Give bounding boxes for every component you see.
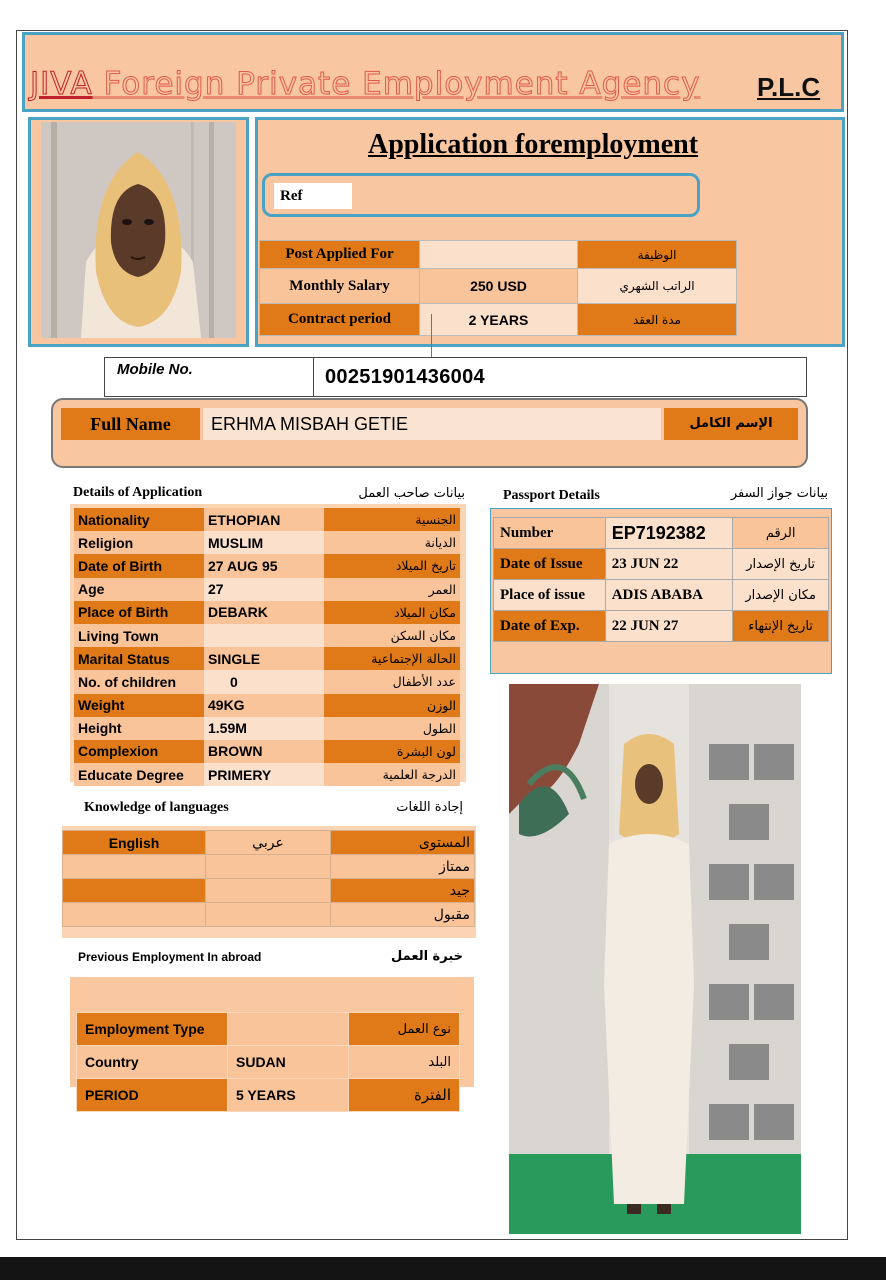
detail-value: 27 AUG 95 [204,554,324,577]
lang-english-header: English [63,831,206,855]
lang-cell [206,855,331,879]
passport-number-value: EP7192382 [605,518,733,549]
detail-value: 0 [204,670,324,693]
detail-label: Complexion [74,740,204,763]
previous-table [76,1012,460,1112]
table-row [74,624,460,647]
details-title: Details of Application [73,485,203,500]
detail-label: Living Town [74,624,204,647]
detail-label: Place of Birth [74,601,204,624]
detail-arabic: الديانة [324,531,460,554]
lang-cell [206,879,331,903]
table-row [77,1079,460,1112]
period-arabic: الفترة [349,1079,460,1112]
table-row [74,740,460,763]
post-arabic: الوظيفة [578,241,737,269]
period-label: PERIOD [77,1079,228,1112]
languages-table [62,830,475,927]
lang-cell [63,855,206,879]
detail-label: Age [74,578,204,601]
post-value [420,241,578,269]
salary-value: 250 USD [420,269,578,304]
detail-arabic: العمر [324,578,460,601]
issue-place-arabic: مكان الإصدار [733,580,829,611]
contract-value: 2 YEARS [420,304,578,336]
detail-label: Weight [74,694,204,717]
table-row [74,554,460,577]
passport-title-arabic: بيانات جواز السفر [730,486,828,501]
country-value: SUDAN [228,1046,349,1079]
detail-label: Date of Birth [74,554,204,577]
detail-label: No. of children [74,670,204,693]
table-row [74,694,460,717]
table-row [74,531,460,554]
period-value: 5 YEARS [228,1079,349,1112]
lang-cell [63,903,206,927]
issue-date-value: 23 JUN 22 [605,549,733,580]
table-row [260,304,737,336]
issue-date-arabic: تاريخ الإصدار [733,549,829,580]
lang-level-excellent: ممتاز [331,855,475,879]
table-row [74,578,460,601]
detail-value: SINGLE [204,647,324,670]
detail-arabic: الحالة الإجتماعية [324,647,460,670]
detail-arabic: لون البشرة [324,740,460,763]
table-row [63,855,475,879]
detail-arabic: الطول [324,717,460,740]
ref-label: Ref [274,183,352,209]
detail-arabic: الجنسية [324,508,460,531]
country-label: Country [77,1046,228,1079]
salary-label: Monthly Salary [260,269,420,304]
mobile-divider [313,357,314,397]
full-name-arabic: الإسم الكامل [664,408,798,440]
connector-line [431,314,432,358]
expiry-date-arabic: تاريخ الإنتهاء [733,611,829,642]
salary-arabic: الراتب الشهري [578,269,737,304]
passport-number-arabic: الرقم [733,518,829,549]
table-row [77,1046,460,1079]
issue-place-label: Place of issue [494,580,606,611]
detail-value: MUSLIM [204,531,324,554]
lang-level-good: جيد [331,879,475,903]
full-name-value: ERHMA MISBAH GETIE [203,408,661,440]
detail-label: Height [74,717,204,740]
table-row [494,580,829,611]
agency-name: JIVA Foreign Private Employment Agency [30,66,701,102]
table-row [63,831,475,855]
lang-arabic-header: عربي [206,831,331,855]
issue-place-value: ADIS ABABA [605,580,733,611]
table-row [74,647,460,670]
table-row [260,269,737,304]
detail-arabic: مكان السكن [324,624,460,647]
detail-value: PRIMERY [204,763,324,786]
detail-arabic: مكان الميلاد [324,601,460,624]
lang-level-acceptable: مقبول [331,903,475,927]
detail-arabic: عدد الأطفال [324,670,460,693]
expiry-date-label: Date of Exp. [494,611,606,642]
detail-value: 27 [204,578,324,601]
lang-cell [63,879,206,903]
detail-arabic: تاريخ الميلاد [324,554,460,577]
agency-plc: P.L.C [757,72,821,102]
detail-value: 49KG [204,694,324,717]
previous-title: Previous Employment In abroad [78,950,262,964]
table-row [74,717,460,740]
detail-label: Educate Degree [74,763,204,786]
table-row [74,670,460,693]
employment-type-value [228,1013,349,1046]
table-row [63,903,475,927]
passport-number-label: Number [494,518,606,549]
passport-title: Passport Details [503,488,600,503]
languages-title: Knowledge of languages [84,800,229,815]
detail-value: BROWN [204,740,324,763]
detail-value: 1.59M [204,717,324,740]
table-row [260,241,737,269]
post-label: Post Applied For [260,241,420,269]
table-row [74,763,460,786]
full-name-label: Full Name [61,408,200,440]
detail-value: ETHOPIAN [204,508,324,531]
table-row [494,549,829,580]
table-row [74,508,460,531]
details-title-arabic: بيانات صاحب العمل [358,486,465,501]
previous-title-arabic: خبرة العمل [391,949,463,964]
mobile-label: Mobile No. [117,361,193,378]
table-row [494,611,829,642]
table-row [494,518,829,549]
detail-label: Religion [74,531,204,554]
lang-cell [206,903,331,927]
bottom-bar [0,1257,886,1280]
table-row [74,601,460,624]
detail-label: Nationality [74,508,204,531]
table-row [77,1013,460,1046]
table-row [63,879,475,903]
contract-arabic: مدة العقد [578,304,737,336]
detail-arabic: الوزن [324,694,460,717]
employment-type-arabic: نوع العمل [349,1013,460,1046]
issue-date-label: Date of Issue [494,549,606,580]
passport-table [493,517,829,642]
detail-value [204,624,324,647]
country-arabic: البلد [349,1046,460,1079]
application-title: Application foremployment [368,129,699,160]
full-body-photo [509,684,801,1234]
contract-label: Contract period [260,304,420,336]
detail-value: DEBARK [204,601,324,624]
portrait-photo [41,122,236,338]
detail-label: Marital Status [74,647,204,670]
expiry-date-value: 22 JUN 27 [605,611,733,642]
detail-arabic: الدرجة العلمية [324,763,460,786]
employment-type-label: Employment Type [77,1013,228,1046]
mobile-value: 00251901436004 [325,366,485,388]
details-table [74,508,460,786]
lang-level-header: المستوى [331,831,475,855]
application-table [259,240,737,336]
languages-title-arabic: إجادة اللغات [396,800,463,815]
